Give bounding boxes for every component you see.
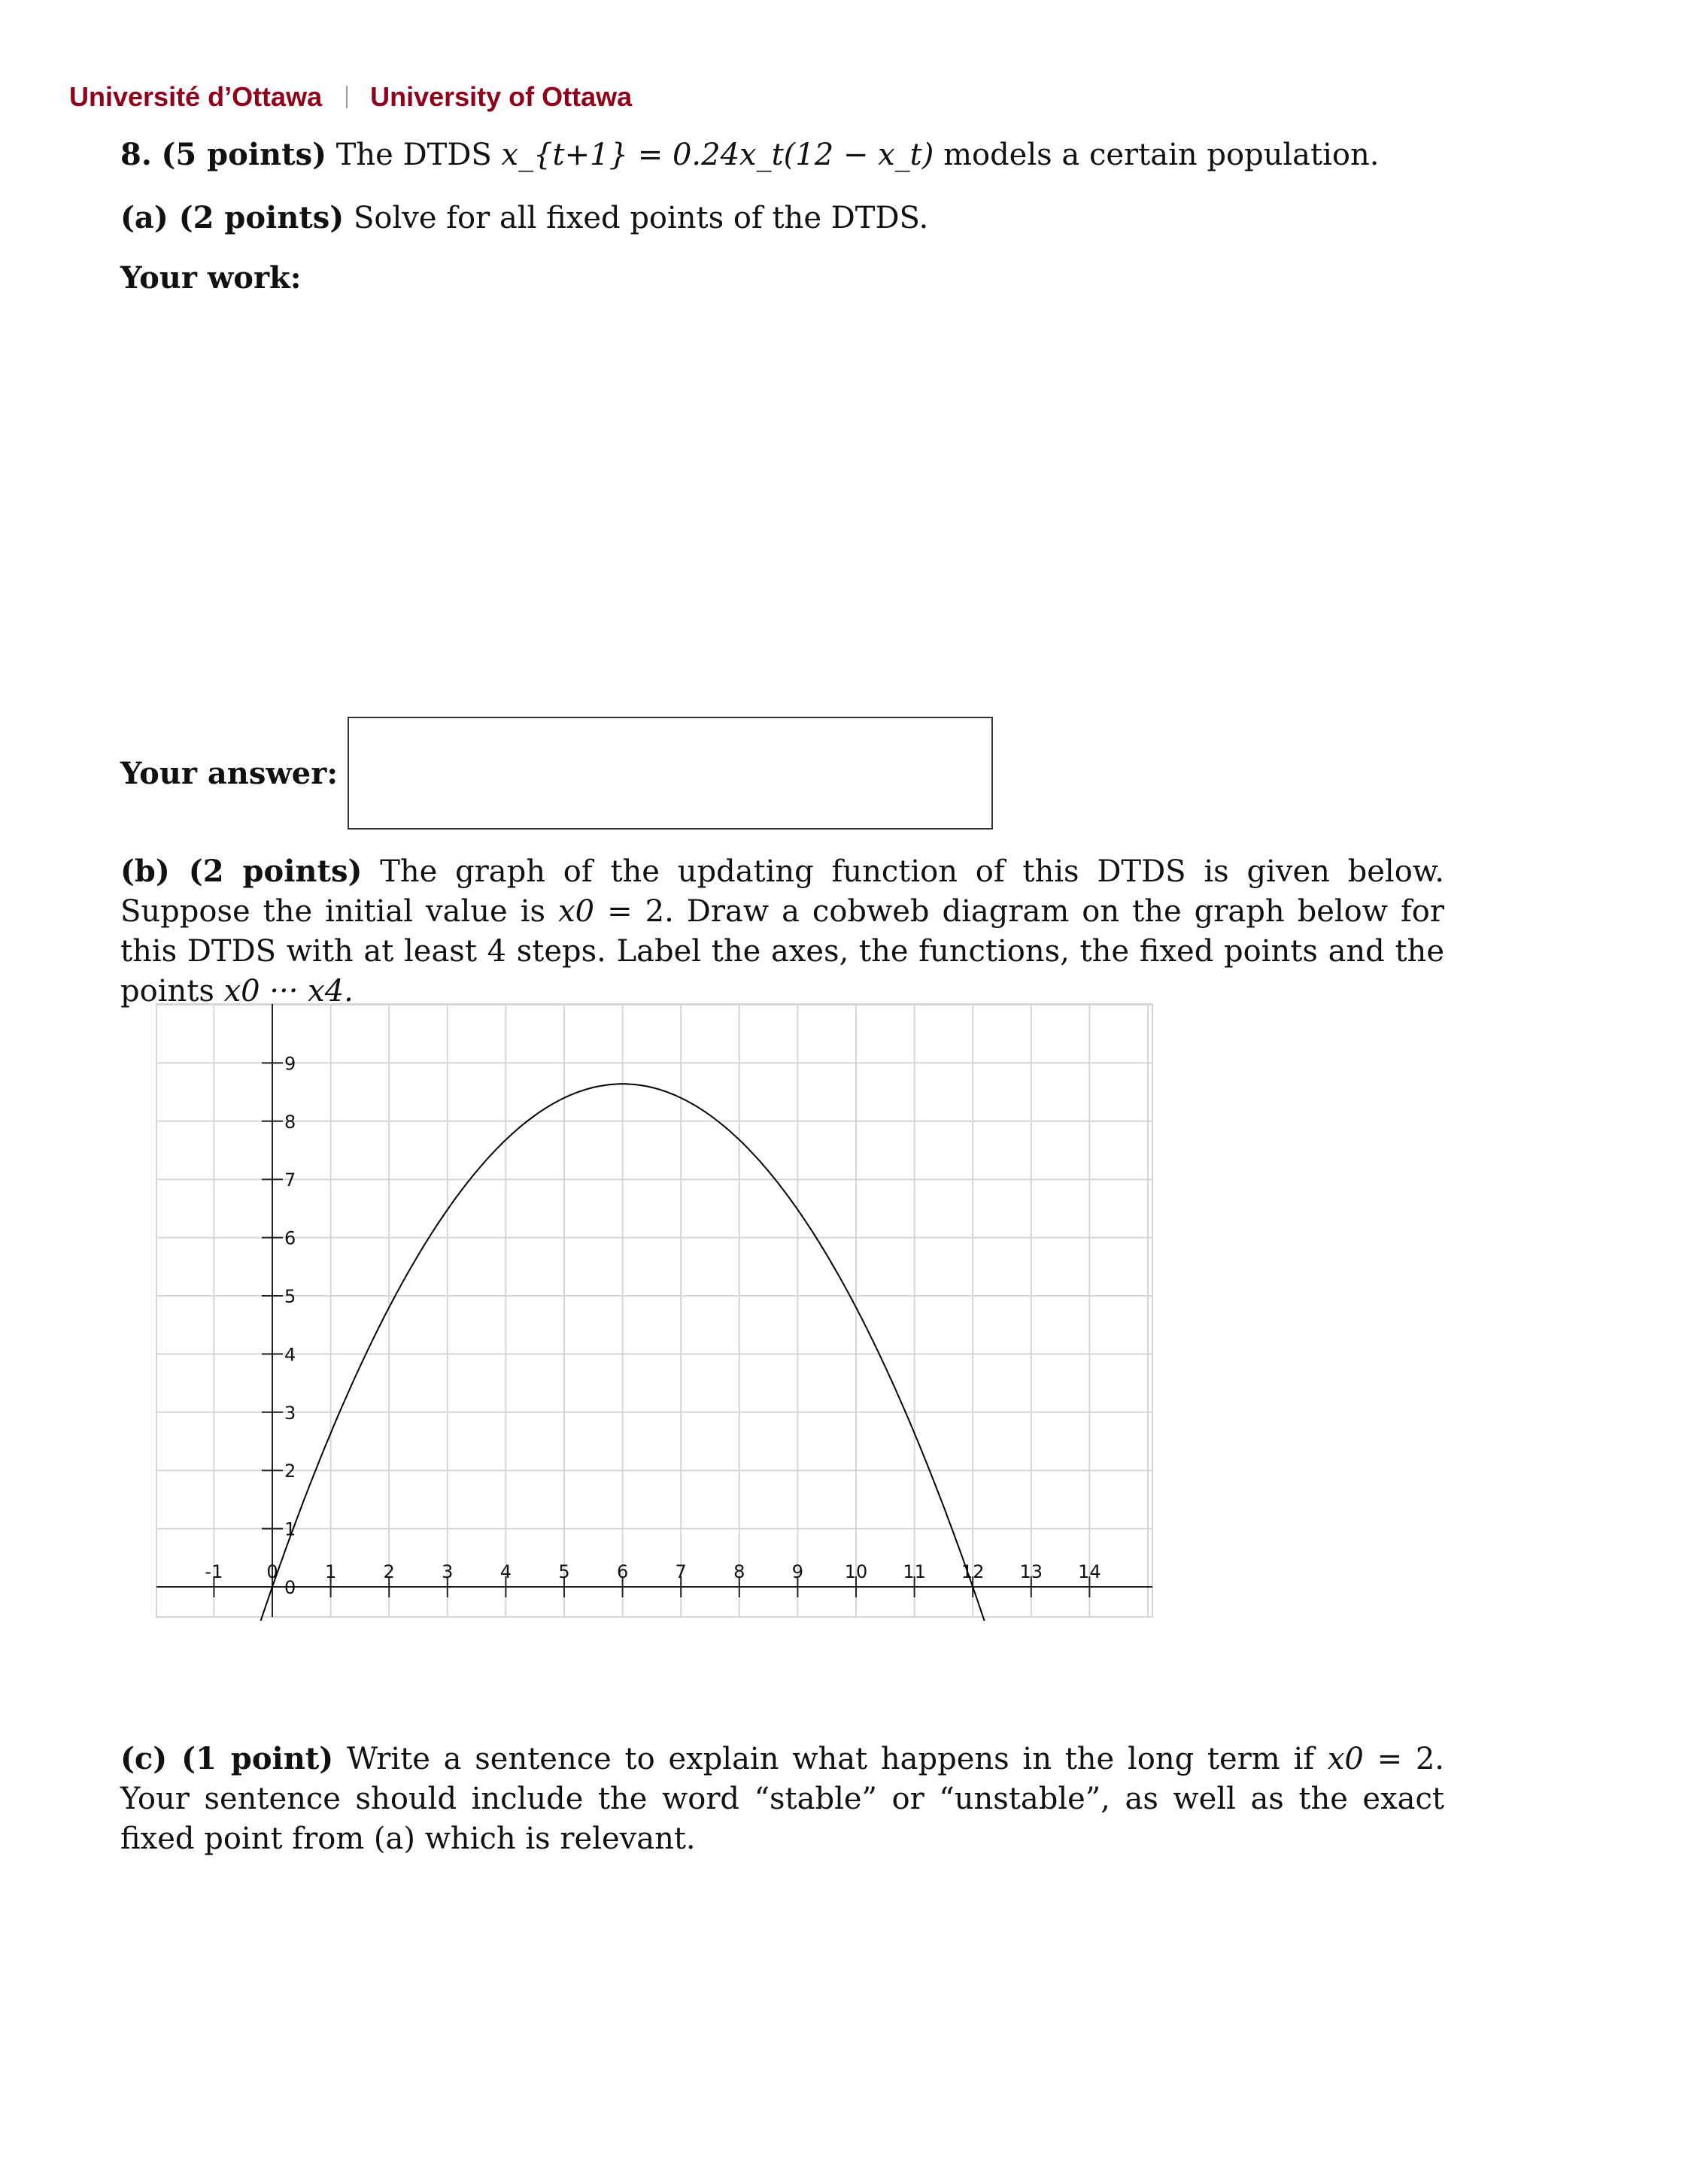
x-tick-label: 8: [733, 1561, 745, 1582]
x-tick-label: 11: [903, 1561, 926, 1582]
y-tick-label: 3: [284, 1402, 296, 1424]
x-tick-label: 13: [1019, 1561, 1043, 1582]
x-tick-label: 5: [558, 1561, 570, 1582]
x-tick-label: 6: [616, 1561, 629, 1582]
part-c-label: (c) (1 point): [120, 1741, 334, 1776]
question-number: 8.: [120, 137, 152, 172]
question-equation: x_{t+1} = 0.24x_t(12 − x_t): [501, 138, 934, 172]
y-tick-label: 9: [284, 1053, 296, 1075]
x-tick-label: 3: [442, 1561, 454, 1582]
x-tick-label: 2: [383, 1561, 395, 1582]
part-a-label: (a) (2 points): [120, 200, 345, 235]
part-b-x0: x0: [558, 894, 595, 929]
x-tick-label: 1: [324, 1561, 337, 1582]
y-axis-ticks: [262, 1053, 296, 1598]
x-tick-label: 7: [675, 1561, 687, 1582]
your-work-label: Your work:: [120, 260, 302, 296]
part-b-label: (b) (2 points): [120, 854, 363, 889]
part-c-text1: Write a sentence to explain what happens in the long term if: [346, 1742, 1315, 1776]
x-tick-label: 10: [844, 1561, 868, 1582]
part-c-prompt: [120, 1739, 1444, 1859]
grid-border: [156, 1004, 1152, 1617]
y-tick-label: 8: [284, 1111, 296, 1133]
part-a-prompt: [120, 200, 928, 235]
updating-function-curve: [243, 1084, 984, 1621]
updating-function-graph[interactable]: [154, 996, 1155, 1621]
y-tick-label: 4: [284, 1344, 296, 1366]
part-b-range: x0 ··· x4.: [223, 974, 354, 1009]
question-text-after: models a certain population.: [943, 138, 1380, 172]
answer-box[interactable]: [348, 717, 993, 830]
part-a-text: Solve for all fixed points of the DTDS.: [353, 201, 929, 235]
x-tick-label: 14: [1078, 1561, 1101, 1582]
graph-axes: [156, 1004, 1152, 1617]
x-tick-label: 4: [499, 1561, 512, 1582]
x-tick-label: -1: [205, 1561, 223, 1582]
header-english: University of Ottawa: [370, 81, 633, 112]
y-tick-label: 6: [284, 1227, 296, 1249]
x-tick-label: 9: [791, 1561, 804, 1582]
x-tick-label: 12: [961, 1561, 985, 1582]
y-tick-label: 0: [284, 1577, 296, 1598]
part-b-prompt: [120, 851, 1444, 1012]
header-separator: [346, 86, 348, 108]
x-tick-label: 0: [266, 1561, 278, 1582]
part-c-x0: x0: [1327, 1742, 1364, 1776]
part-b-text1: The graph of the updating function of this DTDS is given below. Suppose the initial value is: [120, 854, 1445, 929]
part-c-text2: = 2. Your sentence should include the word “stable” or “unstable”, as well as the exact fixed point from (a) which is relevant.: [120, 1742, 1444, 1856]
y-tick-label: 1: [284, 1518, 296, 1540]
x-axis-ticks: [205, 1561, 1101, 1597]
question-8: [120, 137, 1379, 172]
university-header: [69, 81, 632, 113]
question-text-before: The DTDS: [335, 138, 492, 172]
y-tick-label: 7: [284, 1169, 296, 1191]
part-b-text2: = 2. Draw a cobweb diagram on the graph below for this DTDS with at least 4 steps. Label the axes, the functions, the fixed points and the points: [120, 894, 1445, 1009]
your-answer-label: Your answer:: [120, 756, 339, 791]
question-points: (5 points): [161, 137, 327, 172]
header-french: Université d’Ottawa: [69, 81, 323, 112]
y-tick-label: 5: [284, 1286, 296, 1307]
graph-grid: [156, 1004, 1152, 1617]
y-tick-label: 2: [284, 1461, 296, 1482]
